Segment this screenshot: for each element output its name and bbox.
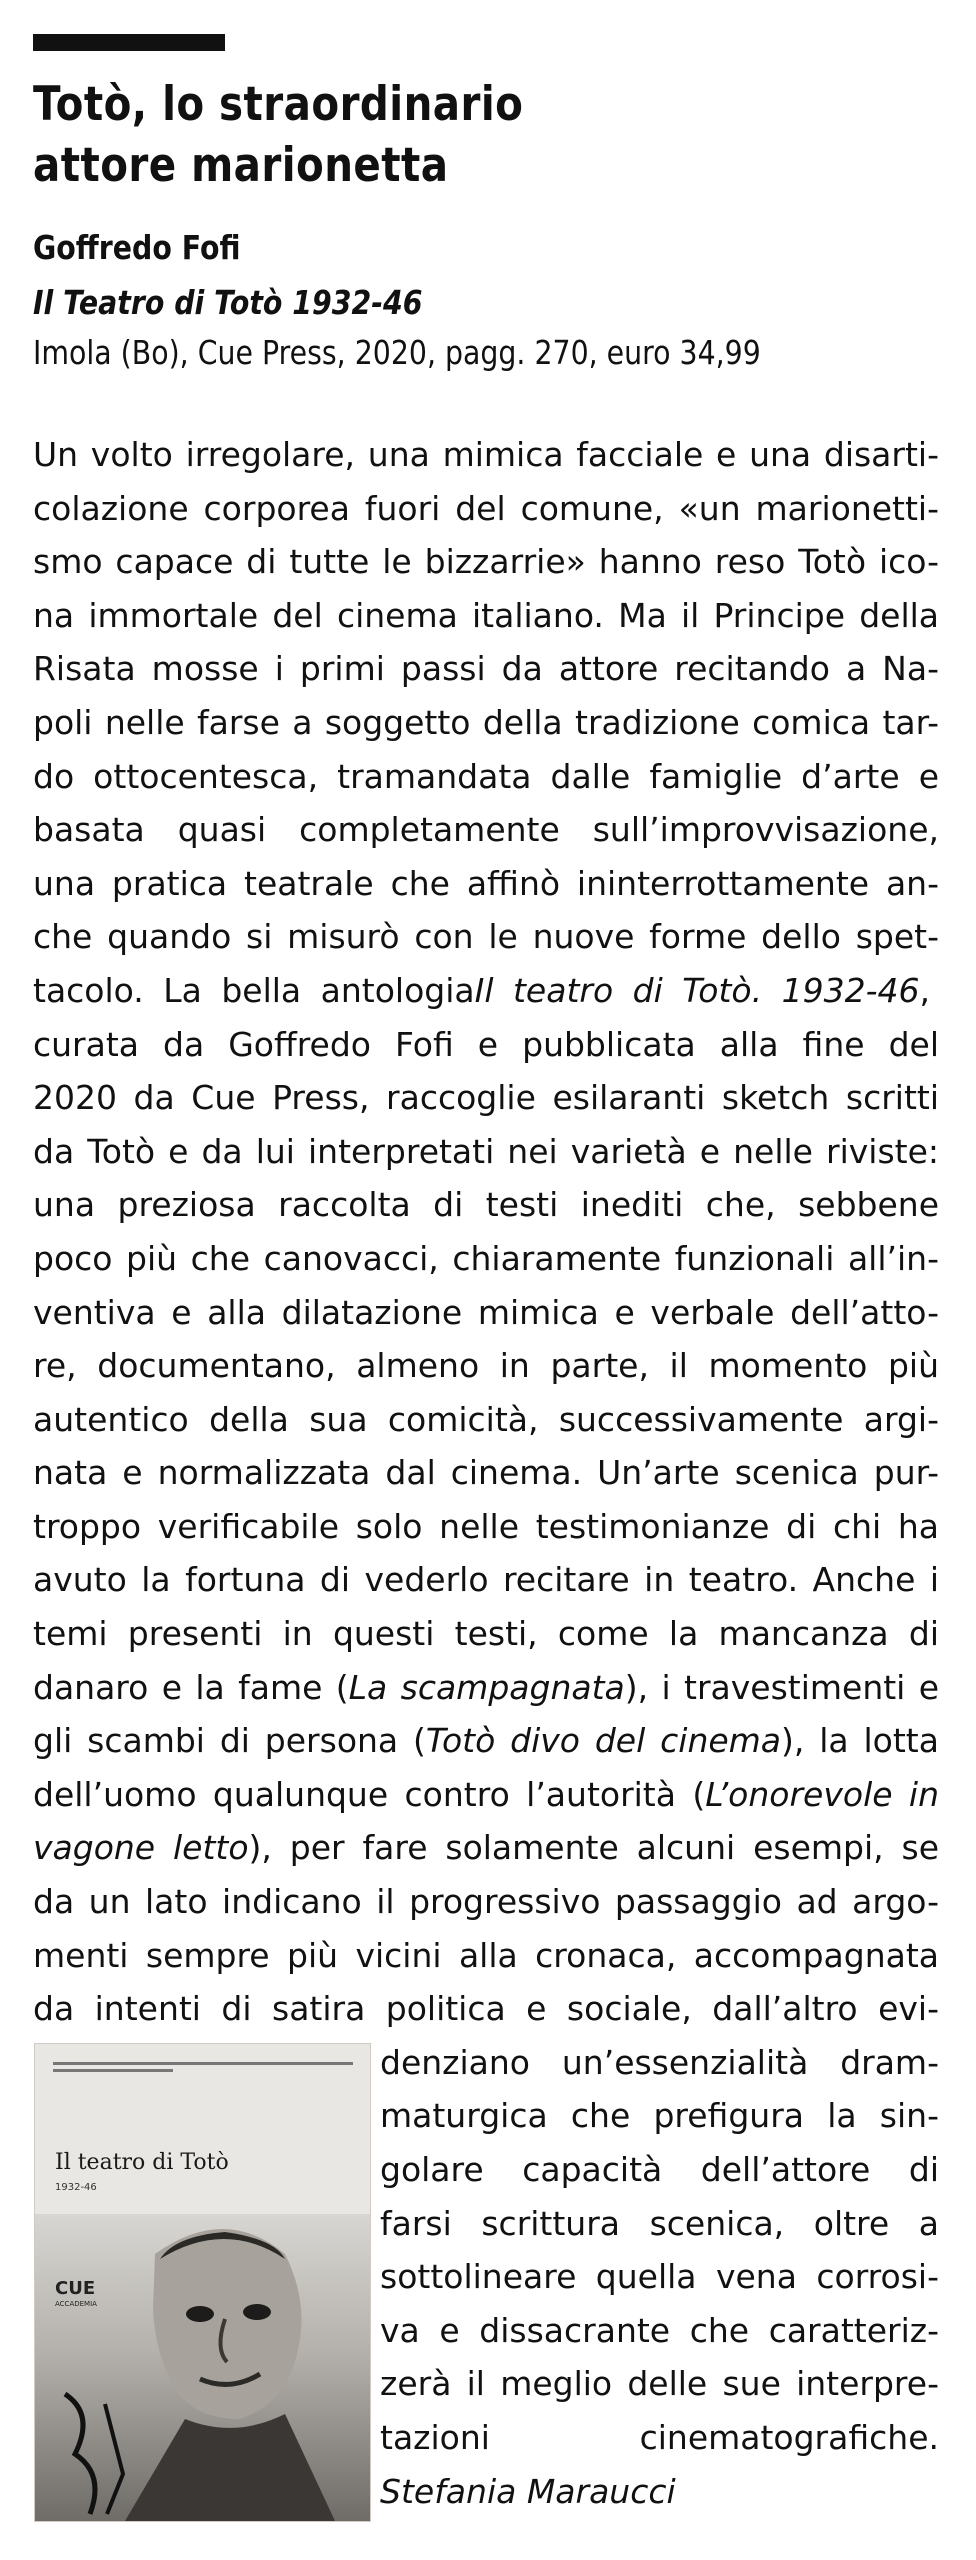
publication-info: Imola (Bo), Cue Press, 2020, pagg. 270, euro 34,99: [33, 333, 761, 372]
body-line: autentico della sua comicità, successivamente argi-: [33, 1399, 939, 1439]
body-line: smo capace di tutte le bizzarrie» hanno reso Totò ico-: [33, 542, 939, 582]
book-title-inline: Il teatro di Totò. 1932-46: [474, 970, 920, 1010]
title-line-1: Totò, lo straordinario: [33, 77, 524, 132]
body-line: [33, 1821, 939, 1875]
body-text: danaro e la fame (: [33, 1667, 349, 1707]
body-line: do ottocentesca, tramandata dalle famiglie d’arte e: [33, 756, 939, 796]
cover-title: Il teatro di Totò: [55, 2150, 229, 2175]
cover-photo: [35, 2214, 370, 2521]
sketch-title: L’onorevole in: [705, 1774, 940, 1814]
body-line: 2020 da Cue Press, raccoglie esilaranti sketch scritti: [33, 1078, 939, 1118]
sketch-title: La scampagnata: [348, 1667, 625, 1707]
body-line: da Totò e da lui interpretati nei varietà e nelle riviste:: [33, 1131, 939, 1171]
sketch-title: Totò divo del cinema: [425, 1721, 782, 1761]
body-line: avuto la fortuna di vederlo recitare in teatro. Anche i: [33, 1560, 939, 1600]
body-line: [33, 964, 939, 1018]
body-line: da intenti di satira politica e sociale, dall’altro evi-: [33, 1989, 939, 2029]
review-signature: Stefania Maraucci: [380, 2471, 676, 2511]
publisher-logo-text: CUE: [55, 2278, 96, 2299]
body-line: golare capacità dell’attore di: [380, 2150, 939, 2189]
body-line: na immortale del cinema italiano. Ma il Principe della: [33, 595, 939, 635]
body-line: [33, 1661, 939, 1715]
header-rule: [33, 34, 225, 51]
cover-header-lines: [53, 2062, 353, 2084]
body-line: poco più che canovacci, chiaramente funzionali all’in-: [33, 1238, 939, 1278]
book-author: Goffredo Fofi: [33, 228, 241, 267]
body-line: [33, 1768, 939, 1822]
body-line: da un lato indicano il progressivo passaggio ad argo-: [33, 1882, 939, 1922]
toto-portrait-illustration: [35, 2214, 370, 2521]
body-line: farsi scrittura scenica, oltre a: [380, 2203, 939, 2243]
body-line: colazione corporea fuori del comune, «un marionetti-: [33, 488, 939, 528]
body-text: tacolo. La bella antologia: [33, 970, 475, 1010]
article-title: [33, 74, 807, 196]
body-line: tazioni cinematografiche.: [380, 2417, 939, 2457]
body-line: nata e normalizzata dal cinema. Un’arte scenica pur-: [33, 1453, 939, 1493]
body-line: una pratica teatrale che affinò ininterrottamente an-: [33, 863, 939, 903]
body-line: basata quasi completamente sull’improvvisazione,: [33, 810, 939, 850]
body-text: dell’uomo qualunque contro l’autorità (: [33, 1774, 706, 1814]
body-line: una preziosa raccolta di testi inediti che, sebbene: [33, 1185, 939, 1225]
publisher-logo: [55, 2279, 111, 2323]
body-line: zerà il meglio delle sue interpre-: [380, 2364, 939, 2404]
body-line: Un volto irregolare, una mimica facciale e una disarti-: [33, 435, 939, 474]
sketch-title: vagone letto: [33, 1828, 249, 1868]
book-cover-image: [34, 2043, 371, 2522]
body-line: temi presenti in questi testi, come la mancanza di: [33, 1614, 939, 1654]
book-title: Il Teatro di Totò 1932-46: [33, 283, 423, 322]
body-line: poli nelle farse a soggetto della tradizione comica tar-: [33, 702, 939, 742]
body-text: ), la lotta: [781, 1721, 939, 1761]
body-line: ventiva e alla dilatazione mimica e verbale dell’atto-: [33, 1292, 939, 1332]
body-line: curata da Goffredo Fofi e pubblicata alla fine del: [33, 1024, 939, 1064]
title-line-2: attore marionetta: [33, 138, 449, 193]
body-line: va e dissacrante che caratteriz-: [380, 2310, 939, 2350]
publisher-logo-subtext: ACCADEMIA: [55, 2300, 97, 2308]
body-line: sottolineare quella vena corrosi-: [380, 2257, 939, 2297]
body-line: maturgica che prefigura la sin-: [380, 2096, 939, 2136]
cover-years: 1932-46: [55, 2182, 97, 2193]
body-line: denziano un’essenzialità dram-: [380, 2042, 939, 2082]
body-line: re, documentano, almeno in parte, il momento più: [33, 1346, 939, 1386]
body-text: ,: [919, 970, 930, 1010]
body-line: troppo verificabile solo nelle testimonianze di chi ha: [33, 1506, 939, 1546]
body-line: che quando si misurò con le nuove forme dello spet-: [33, 917, 939, 957]
body-line: Risata mosse i primi passi da attore recitando a Na-: [33, 649, 939, 689]
body-text: gli scambi di persona (: [33, 1721, 426, 1761]
body-text: ), per fare solamente alcuni esempi, se: [248, 1828, 940, 1868]
body-line: [33, 1714, 939, 1768]
body-text: ), i travestimenti e: [624, 1667, 940, 1707]
body-line: menti sempre più vicini alla cronaca, accompagnata: [33, 1935, 939, 1975]
